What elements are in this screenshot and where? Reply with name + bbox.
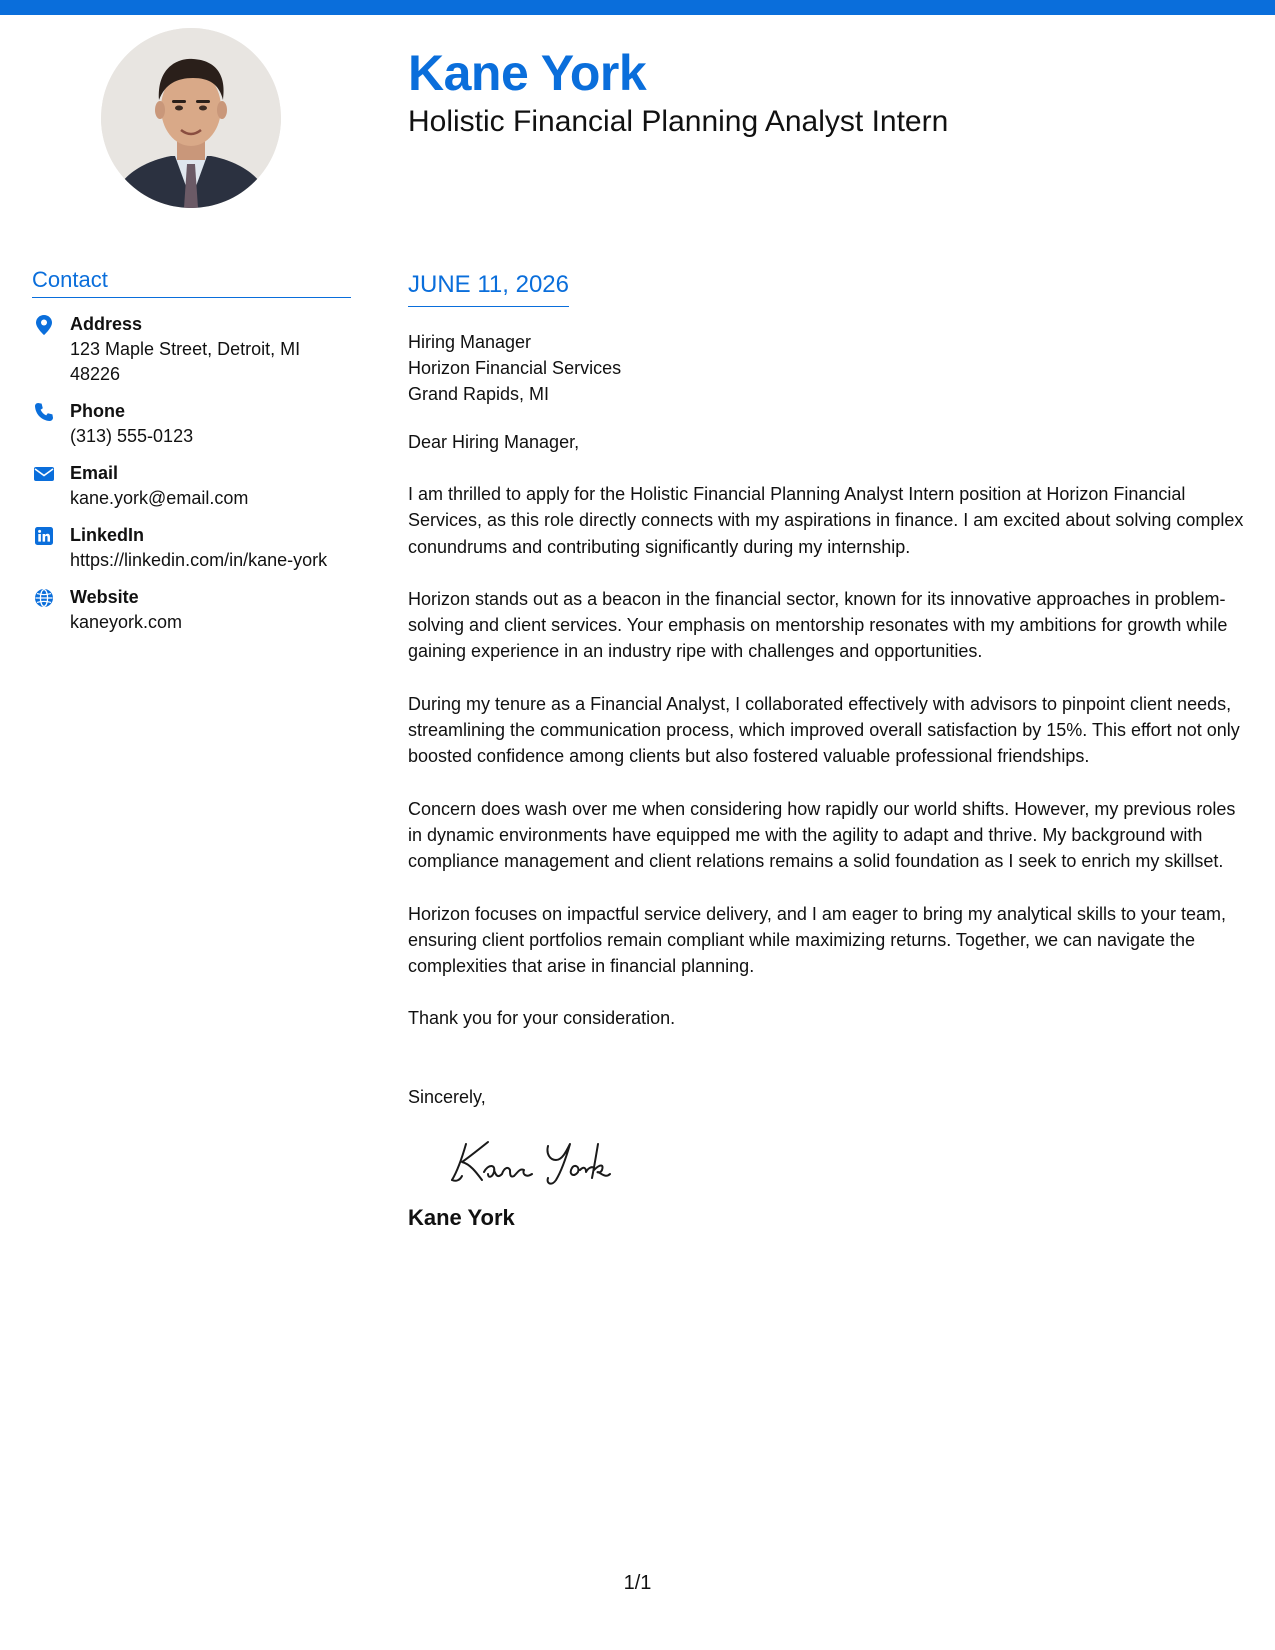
linkedin-value[interactable]: https://linkedin.com/in/kane-york [70,550,328,570]
map-pin-icon [32,313,56,337]
salutation: Dear Hiring Manager, [408,432,580,452]
letter-date: JUNE 11, 2026 [408,270,569,307]
globe-icon [32,586,56,610]
email-value[interactable]: kane.york@email.com [70,488,249,508]
signer-name: Kane York [408,1204,515,1230]
recipient-block [408,329,1253,407]
contact-item-phone [32,399,351,449]
contact-list [32,312,351,635]
phone-icon [32,400,56,424]
recipient-line: Hiring Manager [408,332,532,352]
contact-label: LinkedIn [70,525,145,545]
body-paragraph: I am thrilled to apply for the Holistic Financial Planning Analyst Intern position at Horizon Financial Services, as this role directly connects with my aspirations in finance. I am excited about solving complex conundrums and contributing significantly during my internship. [408,484,1244,557]
contact-item-email [32,461,351,511]
body-paragraph: Concern does wash over me when considering how rapidly our world shifts. However, my previous roles in dynamic environments have equipped me with the agility to adapt and thrive. My background with compliance management and client relations remains a solid foundation as I seek to enrich my skillset. [408,798,1236,872]
body-paragraph: Horizon stands out as a beacon in the financial sector, known for its innovative approaches in problem-solving and client services. Your emphasis on mentorship resonates with my ambitions for growth while gaining experience in an industry ripe with challenges and opportunities. [408,588,1228,662]
address-value: 123 Maple Street, Detroit, MI 48226 [70,339,301,384]
applicant-name: Kane York [408,45,647,101]
body-paragraph: During my tenure as a Financial Analyst, I collaborated effectively with advisors to pinpoint client needs, streamlining the communication process, which improved overall satisfaction by 15%. This effort not only boosted confidence among clients but also fostered valuable professional friendships. [408,693,1240,767]
contact-label: Phone [70,401,126,421]
recipient-line: Horizon Financial Services [408,358,622,378]
contact-heading: Contact [32,266,351,298]
header [408,40,948,142]
job-title: Holistic Financial Planning Analyst Intern [408,105,949,138]
cover-letter [408,270,1253,1232]
contact-label: Address [70,314,143,334]
body-paragraph: Horizon focuses on impactful service delivery, and I am eager to bring my analytical skills to your team, ensuring client portfolios remain compliant while maximizing returns. Together, we can navigate the complexities that arise in financial planning. [408,903,1227,977]
top-accent-bar [0,0,1275,15]
contact-sidebar [32,266,351,647]
recipient-line: Grand Rapids, MI [408,384,550,404]
phone-value: (313) 555-0123 [70,426,194,446]
website-value[interactable]: kaneyork.com [70,612,183,632]
page-number: 1/1 [623,1572,652,1594]
envelope-icon [32,462,56,486]
handwritten-signature [448,1136,638,1188]
contact-label: Website [70,587,139,607]
profile-photo [101,28,281,208]
contact-item-linkedin [32,523,351,573]
contact-item-website [32,585,351,635]
closing: Sincerely, [408,1086,486,1107]
contact-label: Email [70,463,119,483]
contact-item-address [32,312,351,387]
linkedin-icon [32,524,56,548]
body-paragraph: Thank you for your consideration. [408,1008,676,1029]
